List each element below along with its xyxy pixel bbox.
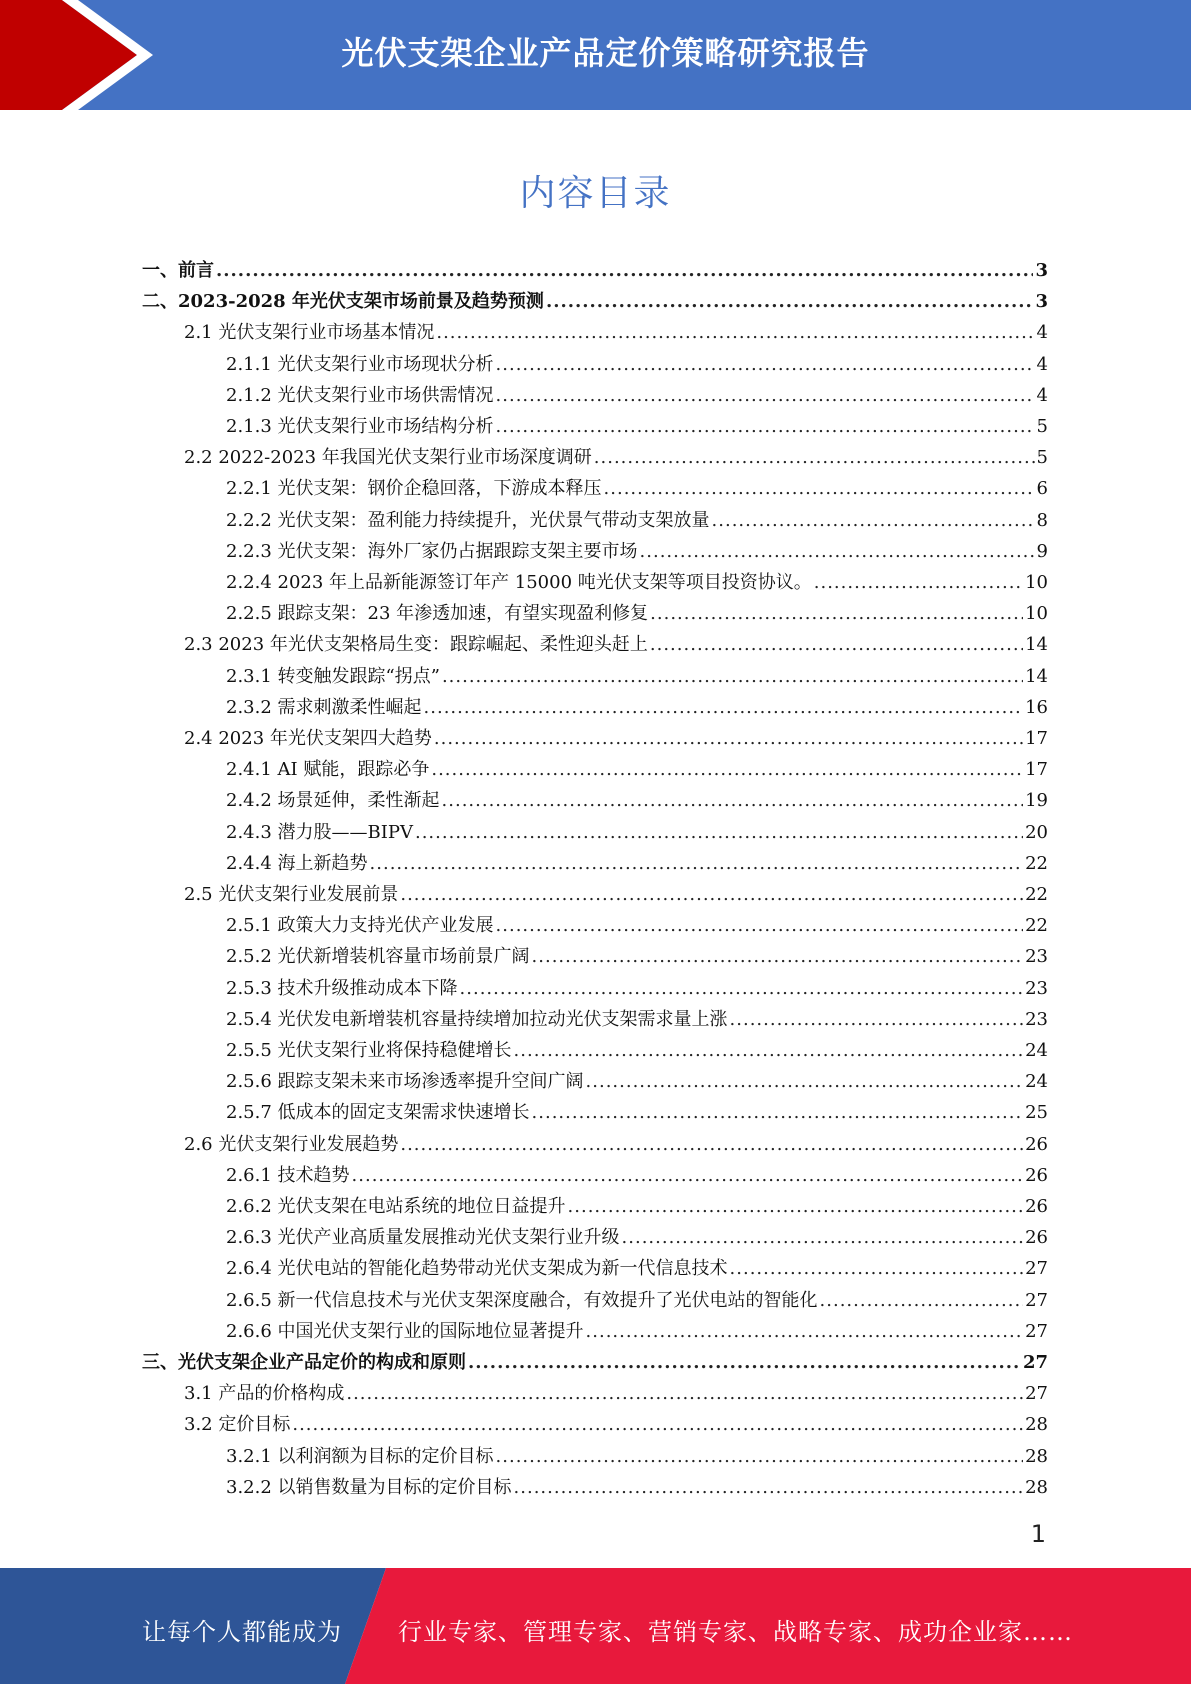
toc-leader-dots <box>650 602 1023 626</box>
toc-entry-label: 2.5.5 光伏支架行业将保持稳健增长 <box>226 1040 512 1061</box>
toc-entry-page: 9 <box>1036 540 1048 562</box>
toc-leader-dots <box>640 540 1035 564</box>
toc-entry-page: 27 <box>1025 1320 1048 1342</box>
toc-leader-dots <box>496 914 1024 938</box>
toc-leader-dots <box>424 696 1024 720</box>
toc-entry-page: 23 <box>1025 1008 1048 1030</box>
toc-entry-label: 二、2023-2028 年光伏支架市场前景及趋势预测 <box>142 291 544 313</box>
header-banner <box>0 0 1191 110</box>
toc-entry-label: 2.4.4 海上新趋势 <box>226 852 368 874</box>
toc-entry[interactable] <box>226 658 1048 689</box>
toc-leader-dots <box>292 1413 1023 1437</box>
toc-entry[interactable] <box>226 1219 1048 1250</box>
toc-entry[interactable] <box>226 346 1048 377</box>
toc-entry-page: 17 <box>1025 759 1048 781</box>
toc-entry-page: 5 <box>1036 416 1048 437</box>
toc-entry-label: 2.6.4 光伏电站的智能化趋势带动光伏支架成为新一代信息技术 <box>226 1258 728 1280</box>
toc-entry[interactable] <box>226 1438 1048 1469</box>
toc-leader-dots <box>712 509 1035 533</box>
toc-entry[interactable] <box>226 907 1048 938</box>
toc-entry-label: 2.6.1 技术趋势 <box>226 1164 350 1186</box>
toc-entry-label: 2.6.3 光伏产业高质量发展推动光伏支架行业升级 <box>226 1227 620 1249</box>
toc-entry[interactable] <box>226 689 1048 720</box>
toc-entry-page: 26 <box>1025 1133 1048 1155</box>
toc-entry-page: 14 <box>1025 634 1048 656</box>
toc-entry-label: 3.2.2 以销售数量为目标的定价目标 <box>226 1476 512 1498</box>
toc-entry[interactable] <box>184 1406 1048 1437</box>
toc-entry-page: 4 <box>1036 322 1048 344</box>
toc-leader-dots <box>650 633 1023 657</box>
toc-entry-label: 3.1 产品的价格构成 <box>184 1383 345 1405</box>
toc-entry-label: 2.3.1 转变触发跟踪“拐点” <box>226 665 440 687</box>
toc-leader-dots <box>586 1070 1024 1094</box>
toc-entry-label: 2.3.2 需求刺激柔性崛起 <box>226 696 422 718</box>
toc-entry-page: 20 <box>1025 821 1048 843</box>
toc-leader-dots <box>460 977 1024 1001</box>
toc-entry-page: 8 <box>1036 509 1048 531</box>
toc-entry-label: 3.2 定价目标 <box>184 1414 291 1436</box>
toc-entry[interactable] <box>184 1375 1048 1406</box>
toc-entry-page: 23 <box>1025 977 1048 999</box>
toc-leader-dots <box>346 1382 1023 1406</box>
toc-entry-label: 2.2.4 2023 年上品新能源签订年产 15000 吨光伏支架等项目投资协议。 <box>226 572 812 593</box>
toc-entry-label: 2.5.6 跟踪支架未来市场渗透率提升空间广阔 <box>226 1071 584 1093</box>
toc-leader-dots <box>532 945 1024 969</box>
toc-entry-label: 2.6.2 光伏支架在电站系统的地位日益提升 <box>226 1196 566 1217</box>
toc-entry[interactable] <box>142 283 1048 314</box>
toc-leader-dots <box>415 821 1023 845</box>
toc-entry-page: 28 <box>1025 1414 1048 1436</box>
toc-entry[interactable] <box>226 1188 1048 1219</box>
toc-entry[interactable] <box>226 814 1048 845</box>
toc-entry-label: 2.1 光伏支架行业市场基本情况 <box>184 322 435 344</box>
toc-entry[interactable] <box>226 845 1048 876</box>
toc-entry-label: 2.4.2 场景延伸，柔性渐起 <box>226 790 440 812</box>
toc-entry-page: 24 <box>1025 1040 1048 1061</box>
toc-leader-dots <box>730 1008 1024 1032</box>
toc-entry-label: 2.4.1 AI 赋能，跟踪必争 <box>226 759 430 781</box>
toc-entry-label: 2.4.3 潜力股——BIPV <box>226 821 413 843</box>
toc-leader-dots <box>532 1101 1024 1125</box>
footer-slogan-left: 让每个人都能成为 <box>142 1618 342 1646</box>
toc-entry[interactable] <box>226 502 1048 533</box>
toc-entry-label: 2.5.1 政策大力支持光伏产业发展 <box>226 915 494 937</box>
toc-entry-page: 3 <box>1035 260 1048 281</box>
toc-entry[interactable] <box>226 595 1048 626</box>
toc-entry-page: 27 <box>1025 1289 1048 1311</box>
toc-entry-page: 24 <box>1025 1071 1048 1093</box>
toc-entry-page: 10 <box>1025 572 1048 593</box>
toc-leader-dots <box>400 1133 1023 1157</box>
toc-entry[interactable] <box>226 1032 1048 1063</box>
toc-entry-page: 25 <box>1025 1102 1048 1124</box>
toc-entry[interactable] <box>142 1344 1048 1375</box>
toc-entry[interactable] <box>226 782 1048 813</box>
toc-entry-page: 4 <box>1036 384 1048 406</box>
toc-entry-label: 2.1.2 光伏支架行业市场供需情况 <box>226 384 494 406</box>
toc-heading: 内容目录 <box>519 173 672 214</box>
toc-entry-label: 2.2.1 光伏支架：钢价企稳回落，下游成本释压 <box>226 478 602 500</box>
toc-leader-dots <box>468 1351 1021 1375</box>
toc-entry-page: 27 <box>1022 1352 1048 1373</box>
toc-entry-page: 22 <box>1025 915 1048 937</box>
footer-banner <box>0 1568 1191 1684</box>
toc-leader-dots <box>436 321 1034 345</box>
toc-entry-label: 2.1.3 光伏支架行业市场结构分析 <box>226 416 494 437</box>
toc-entry[interactable] <box>184 876 1048 907</box>
toc-entry[interactable] <box>184 439 1048 470</box>
toc-entry-page: 3 <box>1035 291 1048 313</box>
page-number: 1 <box>1030 1520 1046 1548</box>
toc-entry[interactable] <box>226 1094 1048 1125</box>
toc-leader-dots <box>622 1226 1024 1250</box>
toc-leader-dots <box>586 1320 1024 1344</box>
toc-entry-label: 2.6.6 中国光伏支架行业的国际地位显著提升 <box>226 1320 584 1342</box>
toc-entry[interactable] <box>226 564 1048 595</box>
toc-entry-page: 22 <box>1025 884 1048 905</box>
toc-entry-label: 三、光伏支架企业产品定价的构成和原则 <box>142 1352 466 1373</box>
toc-leader-dots <box>370 852 1024 876</box>
toc-leader-dots <box>604 477 1035 501</box>
toc-entry[interactable] <box>184 626 1048 657</box>
toc-entry-label: 2.6 光伏支架行业发展趋势 <box>184 1133 399 1155</box>
toc-entry[interactable] <box>226 1250 1048 1281</box>
report-title: 光伏支架企业产品定价策略研究报告 <box>341 34 870 72</box>
toc-entry-page: 5 <box>1036 447 1048 469</box>
toc-entry-label: 2.5.4 光伏发电新增装机容量持续增加拉动光伏支架需求量上涨 <box>226 1008 728 1030</box>
toc-entry-label: 2.2.3 光伏支架：海外厂家仍占据跟踪支架主要市场 <box>226 540 638 562</box>
toc-entry-label: 2.2 2022-2023 年我国光伏支架行业市场深度调研 <box>184 447 592 469</box>
toc-leader-dots <box>442 665 1023 689</box>
toc-entry[interactable] <box>226 1313 1048 1344</box>
toc-entry[interactable] <box>226 938 1048 969</box>
toc-entry-label: 2.4 2023 年光伏支架四大趋势 <box>184 728 432 749</box>
toc-entry-page: 28 <box>1025 1476 1048 1498</box>
toc-entry-label: 2.6.5 新一代信息技术与光伏支架深度融合，有效提升了光伏电站的智能化 <box>226 1289 818 1311</box>
toc-entry-page: 23 <box>1025 946 1048 968</box>
toc-leader-dots <box>496 384 1035 408</box>
footer-slogan-right: 行业专家、管理专家、营销专家、战略专家、成功企业家…… <box>398 1618 1073 1646</box>
toc-entry-label: 一、前言 <box>142 260 214 281</box>
toc-entry[interactable] <box>226 970 1048 1001</box>
toc-leader-dots <box>496 353 1035 377</box>
toc-entry[interactable] <box>226 1063 1048 1094</box>
toc-leader-dots <box>514 1039 1024 1063</box>
toc-entry-page: 27 <box>1025 1383 1048 1405</box>
toc-entry-label: 2.2.5 跟踪支架：23 年渗透加速，有望实现盈利修复 <box>226 603 649 625</box>
toc-leader-dots <box>434 727 1023 751</box>
toc-entry-label: 2.5.2 光伏新增装机容量市场前景广阔 <box>226 946 530 968</box>
toc-entry-page: 26 <box>1025 1196 1048 1217</box>
toc-entry-label: 2.5.3 技术升级推动成本下降 <box>226 977 458 999</box>
toc-leader-dots <box>352 1164 1024 1188</box>
toc-entry-page: 16 <box>1025 696 1048 718</box>
toc-entry-label: 3.2.1 以利润额为目标的定价目标 <box>226 1445 494 1467</box>
toc-entry-label: 2.2.2 光伏支架：盈利能力持续提升，光伏景气带动支架放量 <box>226 509 710 531</box>
toc-leader-dots <box>514 1476 1024 1500</box>
toc-leader-dots <box>730 1257 1024 1281</box>
toc-entry-page: 19 <box>1025 790 1048 812</box>
toc-entry[interactable] <box>226 408 1048 439</box>
toc-entry[interactable] <box>226 1282 1048 1313</box>
toc-leader-dots <box>814 571 1023 595</box>
toc-entry[interactable] <box>226 377 1048 408</box>
toc-entry-page: 4 <box>1036 353 1048 375</box>
toc-entry[interactable] <box>226 1001 1048 1032</box>
toc-entry[interactable] <box>226 751 1048 782</box>
toc-entry-label: 2.5.7 低成本的固定支架需求快速增长 <box>226 1102 530 1124</box>
toc-entry-page: 27 <box>1025 1258 1048 1280</box>
toc-leader-dots <box>568 1195 1024 1219</box>
toc-entry-label: 2.5 光伏支架行业发展前景 <box>184 884 399 905</box>
toc-leader-dots <box>442 789 1024 813</box>
toc-entry[interactable] <box>184 1126 1048 1157</box>
toc-entry-page: 26 <box>1025 1164 1048 1186</box>
toc-entry-page: 10 <box>1025 603 1048 625</box>
toc-entry-page: 6 <box>1036 478 1048 500</box>
toc-leader-dots <box>546 290 1034 314</box>
toc-entry[interactable] <box>226 1157 1048 1188</box>
toc-leader-dots <box>400 883 1023 907</box>
toc-leader-dots <box>496 415 1035 439</box>
toc-leader-dots <box>216 259 1033 283</box>
toc-entry[interactable] <box>184 314 1048 345</box>
toc-entry[interactable] <box>226 470 1048 501</box>
toc-entry[interactable] <box>142 252 1048 283</box>
toc-entry-label: 2.1.1 光伏支架行业市场现状分析 <box>226 353 494 375</box>
toc-entry-page: 14 <box>1025 665 1048 687</box>
toc-entry[interactable] <box>226 1469 1048 1500</box>
toc-entry[interactable] <box>226 533 1048 564</box>
toc-entry-page: 17 <box>1025 728 1048 749</box>
toc-leader-dots <box>594 446 1035 470</box>
toc-entry-page: 26 <box>1025 1227 1048 1249</box>
toc-leader-dots <box>820 1289 1024 1313</box>
toc-entry-page: 22 <box>1025 852 1048 874</box>
toc-entry-page: 28 <box>1025 1445 1048 1467</box>
toc-leader-dots <box>496 1445 1024 1469</box>
toc-leader-dots <box>431 758 1023 782</box>
toc-entry[interactable] <box>184 720 1048 751</box>
toc-entry-label: 2.3 2023 年光伏支架格局生变：跟踪崛起、柔性迎头赶上 <box>184 634 648 656</box>
